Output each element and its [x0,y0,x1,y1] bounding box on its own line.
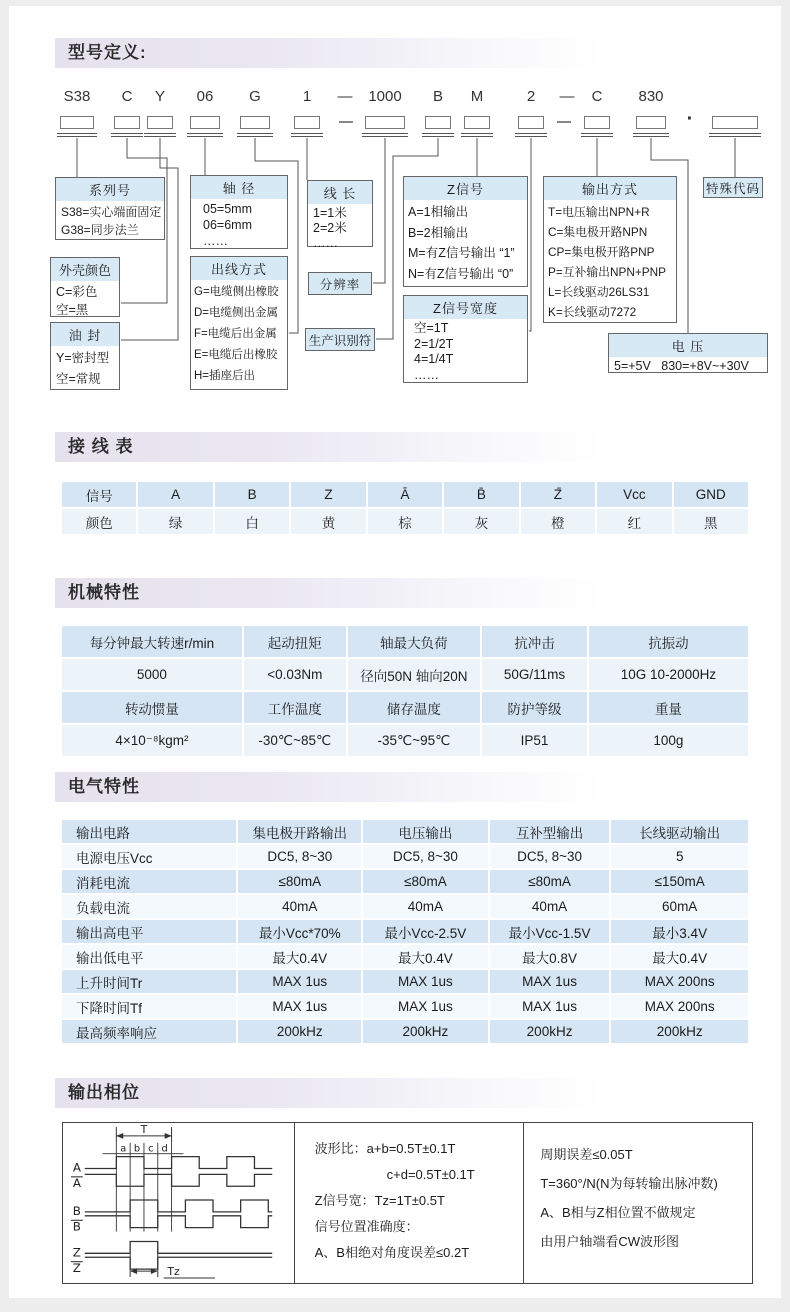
table-cell: 5 [611,845,748,868]
wave-a-bar [85,1174,272,1186]
model-segment-label: S38 [63,88,91,105]
section-title: 机械特性 [68,583,140,602]
table-cell: 黄 [291,509,365,534]
legend-line: G38=同步法兰 [61,223,139,237]
table-cell: ≤80mA [363,870,488,893]
code-box-underline [362,133,408,137]
table-cell: 最小Vcc-1.5V [490,920,610,943]
model-segment-label: 1 [302,88,312,105]
table-cell: IP51 [482,725,587,756]
table-cell: B [215,482,289,507]
section-title: 电气特性 [68,777,140,796]
quarter-label-a: a [120,1143,127,1155]
legend-box-title: 外壳颜色 [51,258,119,281]
legend-line: 空=1T [414,321,449,335]
table-cell: 最大0.4V [363,945,488,968]
code-box-underline [144,133,176,137]
model-code-box [294,116,320,129]
legend-line: 2=2米 [313,221,347,235]
code-box-underline [422,133,454,137]
table-cell: 灰 [444,509,518,534]
legend-box-title: 线 长 [308,181,372,204]
arrowhead [165,1133,172,1139]
model-code-box [147,116,173,129]
model-segment-label: C [121,88,133,105]
phase-spec-line: c+d=0.5T±0.1T [386,1167,475,1182]
table-cell: 最大0.8V [490,945,610,968]
phase-spec-line: A、B相绝对角度误差≤0.2T [314,1245,470,1260]
electrical-table [62,820,748,1043]
code-box-underline [515,133,547,137]
legend-box-title: Z信号 [404,177,527,200]
table-cell: 最小3.4V [611,920,748,943]
table-cell: Vcc [597,482,671,507]
model-code-diagram [0,88,790,400]
table-cell: 下降时间Tf [62,995,236,1018]
legend-line: 空=常规 [56,372,101,386]
legend-line: M=有Z信号输出 “1” [408,246,515,260]
model-code-box [712,116,758,129]
model-segment-label: 1000 [368,88,402,105]
legend-line: C=集电极开路NPN [548,225,648,239]
table-cell: ≤150mA [611,870,748,893]
legend-box-oil-seal [50,322,120,390]
table-cell: 最小Vcc-2.5V [363,920,488,943]
code-box-underline [111,133,143,137]
phase-spec-line: 由用户轴端看CW波形图 [540,1234,679,1249]
wave-z [85,1241,272,1253]
page-edge-bottom [0,1298,790,1312]
table-cell: 40mA [238,895,361,918]
table-cell: 5000 [62,659,242,690]
legend-line: 5=+5V 830=+8V~+30V [614,359,749,373]
table-cell: MAX 1us [490,995,610,1018]
section-header-mechanical [55,578,758,608]
legend-box-title: 系列号 [56,178,164,201]
legend-box-title: Z信号宽度 [404,296,527,319]
arrowhead [117,1133,124,1139]
signal-label-b: B [73,1203,82,1218]
table-cell: 颜色 [62,509,136,534]
model-code-box [365,116,405,129]
table-cell: 集电极开路输出 [238,820,361,843]
model-segment-label: C [591,88,603,105]
code-box-underline [633,133,669,137]
table-cell: 200kHz [363,1020,488,1043]
model-code-box [240,116,270,129]
legend-line: S38=实心端面固定 [61,205,162,219]
model-dot-separator: · [686,108,694,130]
table-cell: -30℃~85℃ [244,725,346,756]
tz-label: Tz [167,1265,181,1279]
legend-line: D=电缆侧出金属 [194,307,279,319]
model-segment-label: B [432,88,443,105]
legend-line: CP=集电极开路PNP [548,245,655,259]
quarter-label-b: b [134,1143,141,1155]
table-cell: 每分钟最大转速r/min [62,626,242,657]
legend-line: L=长线驱动26LS31 [548,285,650,299]
signal-label-a: A [73,1160,82,1175]
table-cell: 200kHz [611,1020,748,1043]
signal-label-z: Z [73,1245,82,1260]
model-code-box [60,116,94,129]
code-box-underline [581,133,613,137]
section-title: 接 线 表 [68,437,134,456]
model-code-box [518,116,544,129]
table-cell: 最大0.4V [238,945,361,968]
code-box-underline [187,133,223,137]
table-cell: 输出电路 [62,820,236,843]
table-cell: 防护等级 [482,692,587,723]
table-cell: 最高频率响应 [62,1020,236,1043]
section-header-wiring [55,432,758,462]
model-code-box [584,116,610,129]
legend-box-title: 输出方式 [544,177,676,200]
legend-box-title: 生产识别符 [308,333,372,348]
table-cell: 上升时间Tr [62,970,236,993]
wave-a [85,1157,272,1169]
table-cell: A [138,482,212,507]
legend-line: …… [313,236,338,250]
model-code-box [190,116,220,129]
table-cell: 红 [597,509,671,534]
model-segment-label: 06 [196,88,214,105]
legend-box-cable-length [307,180,373,250]
model-segment-label: 2 [526,88,536,105]
legend-box-title: 轴 径 [191,176,287,199]
table-cell: Ā [368,482,442,507]
phase-spec-line: 波形比：a+b=0.5T±0.1T [314,1141,456,1156]
table-cell: 工作温度 [244,692,346,723]
legend-line: G=电缆侧出橡胶 [194,286,279,298]
legend-line: 06=6mm [203,218,252,232]
section-title: 输出相位 [68,1083,140,1102]
table-cell: 输出高电平 [62,920,236,943]
table-cell: 消耗电流 [62,870,236,893]
quarter-label-d: d [161,1143,169,1155]
section-header-phase [55,1078,758,1108]
code-box-underline [57,133,97,137]
legend-box-title: 出线方式 [191,257,287,280]
model-code-box [464,116,490,129]
table-cell: 转动惯量 [62,692,242,723]
table-cell: 长线驱动输出 [611,820,748,843]
waveform-diagram [63,1123,294,1283]
phase-spec-line: Z信号宽：Tz=1T±0.5T [314,1193,445,1208]
table-cell: 白 [215,509,289,534]
legend-box-outlet-method [190,256,288,390]
model-dash-mark [557,121,571,123]
table-cell: 抗振动 [589,626,748,657]
table-cell: <0.03Nm [244,659,346,690]
section-header-electrical [55,772,758,802]
table-cell: 最小Vcc*70% [238,920,361,943]
table-cell: B̄ [444,482,518,507]
table-cell: DC5, 8~30 [490,845,610,868]
legend-line: E=电缆后出橡胶 [194,349,278,361]
table-cell: 橙 [521,509,595,534]
legend-box-title: 特殊代码 [705,181,760,196]
legend-box-production-id [305,328,375,351]
legend-line: A=1相输出 [408,205,469,219]
table-cell: 储存温度 [348,692,480,723]
legend-line: 2=1/2T [414,336,454,351]
table-cell: MAX 1us [363,970,488,993]
legend-line: 4=1/4T [414,352,454,366]
legend-line: H=插座后出 [194,370,256,382]
table-cell: 60mA [611,895,748,918]
phase-spec-line: 信号位置准确度： [314,1219,419,1234]
signal-label-a-bar: A [73,1176,82,1191]
mechanical-table [62,626,748,756]
table-cell: 互补型输出 [490,820,610,843]
phase-panel [62,1122,753,1284]
table-cell: 100g [589,725,748,756]
signal-label-z-bar: Z [73,1261,82,1276]
table-cell: Z̄ [521,482,595,507]
table-cell: 200kHz [490,1020,610,1043]
table-cell: 径向50N 轴向20N [348,659,480,690]
table-cell: 负载电流 [62,895,236,918]
code-box-underline [291,133,323,137]
legend-line: Y=密封型 [56,351,110,365]
legend-box-special-code [703,177,763,198]
table-cell: DC5, 8~30 [238,845,361,868]
phase-spec-line: T=360°/N(N为每转输出脉冲数) [540,1176,718,1191]
table-cell: Z [291,482,365,507]
legend-line: 空=黑 [56,303,89,317]
table-cell: MAX 200ns [611,970,748,993]
legend-line: F=电缆后出金属 [194,328,277,340]
legend-line: P=互补输出NPN+PNP [548,265,666,279]
table-cell: ≤80mA [238,870,361,893]
legend-line: …… [414,367,439,382]
table-cell: MAX 200ns [611,995,748,1018]
legend-line: T=电压输出NPN+R [548,205,650,219]
phase-spec-right [523,1123,752,1283]
legend-box-title: 分辨率 [319,277,361,292]
table-cell: 信号 [62,482,136,507]
table-cell: 最大0.4V [611,945,748,968]
model-code-box [114,116,140,129]
table-cell: 抗冲击 [482,626,587,657]
table-cell: -35℃~95℃ [348,725,480,756]
legend-box-shell-color [50,257,120,317]
model-segment-label: 830 [638,88,664,105]
table-cell: 输出低电平 [62,945,236,968]
legend-line: …… [203,234,228,248]
t-period-label: T [140,1123,148,1136]
table-cell: MAX 1us [238,995,361,1018]
legend-line: C=彩色 [56,285,98,299]
model-dash-separator: — [559,88,575,105]
model-segment-label: G [249,88,261,105]
legend-box-z-signal [403,176,528,287]
model-segment-label: M [470,88,484,105]
model-code-box [425,116,451,129]
legend-box-z-width [403,295,528,383]
legend-box-title: 油 封 [51,323,119,346]
table-cell: 10G 10-2000Hz [589,659,748,690]
code-box-underline [461,133,493,137]
table-cell: 40mA [363,895,488,918]
quadrature-waveform [67,1123,289,1283]
wave-b [85,1200,272,1212]
section-title: 型号定义: [68,43,147,62]
table-cell: MAX 1us [363,995,488,1018]
table-cell: 黑 [674,509,748,534]
table-cell: 绿 [138,509,212,534]
legend-line: B=2相输出 [408,225,469,240]
table-cell: 电压输出 [363,820,488,843]
model-dash-mark [339,121,353,123]
code-box-underline [709,133,761,137]
phase-spec-line: A、B相与Z相位置不做规定 [540,1205,696,1220]
table-cell: DC5, 8~30 [363,845,488,868]
table-cell: 起动扭矩 [244,626,346,657]
legend-box-series [55,177,165,240]
code-box-underline [237,133,273,137]
phase-spec-middle [294,1123,524,1283]
legend-box-voltage [608,333,768,373]
model-dash-separator: — [337,88,353,105]
table-cell: ≤80mA [490,870,610,893]
table-cell: 4×10⁻⁸kgm² [62,725,242,756]
section-header-model-definition [55,38,758,68]
page-edge-top [0,0,790,6]
quarter-label-c: c [148,1143,154,1155]
legend-box-title: 电 压 [609,334,767,357]
legend-box-resolution [308,272,372,295]
legend-line: N=有Z信号输出 “0” [408,266,514,281]
table-cell: 棕 [368,509,442,534]
legend-box-output-method [543,176,677,323]
legend-line: 05=5mm [203,202,252,216]
table-cell: 200kHz [238,1020,361,1043]
table-cell: 50G/11ms [482,659,587,690]
legend-line: 1=1米 [313,206,347,220]
table-cell: 轴最大负荷 [348,626,480,657]
legend-box-shaft-diameter [190,175,288,249]
wave-b-bar [85,1216,272,1228]
table-cell: 电源电压Vcc [62,845,236,868]
model-code-box [636,116,666,129]
phase-spec-line: 周期误差≤0.05T [540,1147,633,1162]
table-cell: 40mA [490,895,610,918]
table-cell: GND [674,482,748,507]
table-cell: MAX 1us [238,970,361,993]
table-cell: MAX 1us [490,970,610,993]
signal-label-b-bar: B [73,1219,82,1234]
model-segment-label: Y [154,88,165,105]
table-cell: 重量 [589,692,748,723]
legend-line: K=长线驱动7272 [548,305,637,319]
wiring-table [62,482,748,534]
